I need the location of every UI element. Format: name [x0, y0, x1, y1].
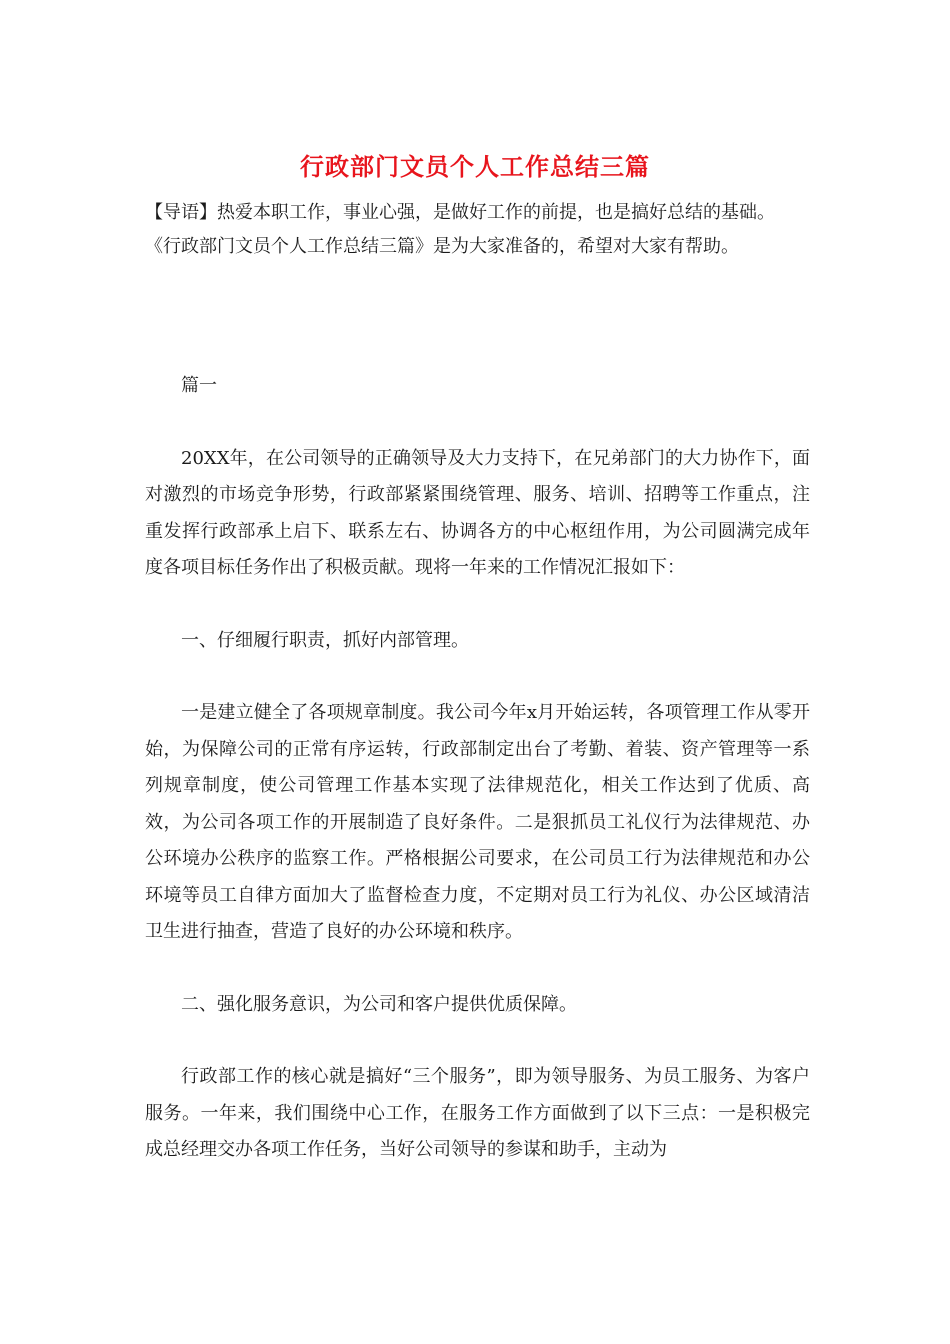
- section-heading: 二、强化服务意识，为公司和客户提供优质保障。: [181, 993, 577, 1015]
- document-body: [145, 368, 810, 1205]
- body-paragraph: 20XX年，在公司领导的正确领导及大力支持下，在兄弟部门的大力协作下，面对激烈的市场竞争形势，行政部紧紧围绕管理、服务、培训、招聘等工作重点，注重发挥行政部承上启下、联系左右、协调各方的中心枢纽作用，为公司圆满完成年度各项目标任务作出了积极贡献。现将一年来的工作情况汇报如下：: [145, 447, 810, 578]
- document-title: 行政部门文员个人工作总结三篇: [300, 152, 650, 181]
- body-paragraph: 行政部工作的核心就是搞好“三个服务”，即为领导服务、为员工服务、为客户服务。一年来，我们围绕中心工作，在服务工作方面做到了以下三点：一是积极完成总经理交办各项工作任务，当好公司领导的参谋和助手，主动为: [145, 1066, 810, 1160]
- body-paragraph: 一是建立健全了各项规章制度。我公司今年x月开始运转，各项管理工作从零开始，为保障公司的正常有序运转，行政部制定出台了考勤、着装、资产管理等一系列规章制度，使公司管理工作基本实现了法律规范化，相关工作达到了优质、高效，为公司各项工作的开展制造了良好条件。二是狠抓员工礼仪行为法律规范、办公环境办公秩序的监察工作。严格根据公司要求，在公司员工行为法律规范和办公环境等员工自律方面加大了监督检查力度，不定期对员工行为礼仪、办公区域清洁卫生进行抽查，营造了良好的办公环境和秩序。: [145, 702, 810, 942]
- section-heading: 一、仔细履行职责，抓好内部管理。: [181, 629, 469, 651]
- intro-line-2: 《行政部门文员个人工作总结三篇》是为大家准备的，希望对大家有帮助。: [145, 236, 739, 257]
- intro-paragraph: [145, 196, 815, 264]
- section-heading-part-one: 篇一: [181, 375, 217, 396]
- intro-line-1: 【导语】热爱本职工作，事业心强，是做好工作的前提，也是搞好总结的基础。: [145, 202, 775, 223]
